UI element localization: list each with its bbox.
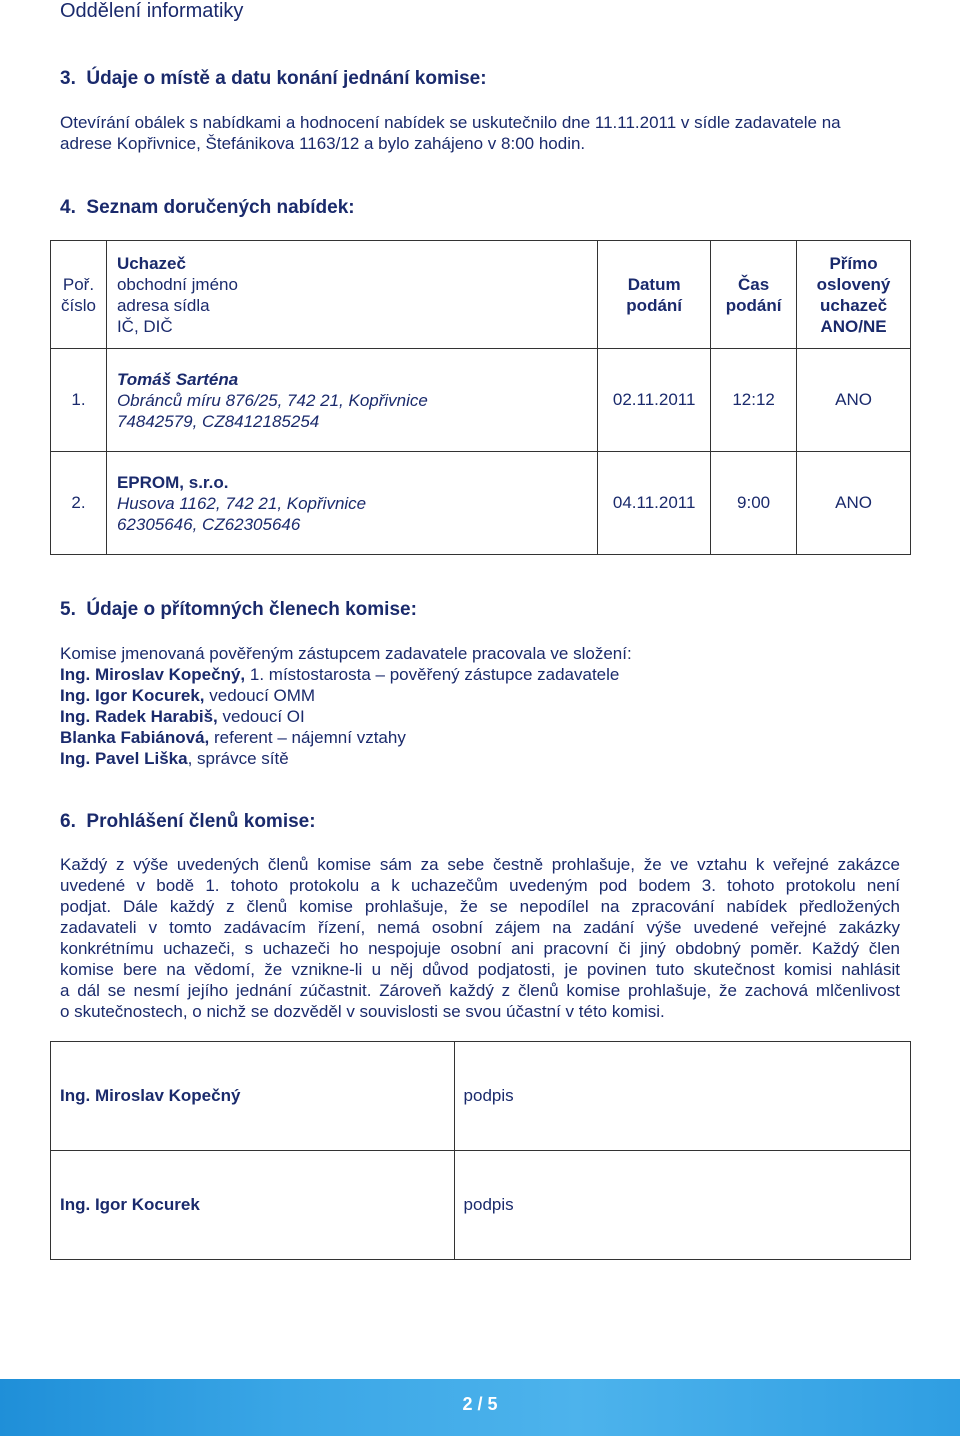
header-text: Poř. [62, 274, 95, 294]
section6-number: 6. [60, 811, 76, 832]
signature-field: podpis [454, 1042, 910, 1151]
header-text: oslovený [816, 274, 891, 294]
header-order [51, 241, 107, 349]
bidder-ids: 74842579, CZ8412185254 [116, 411, 320, 431]
signature-table [50, 1041, 911, 1260]
declaration-line: o skutečnostech, o nichž se dozvěděl v souvislosti se svou účastní v této komisi. [60, 1002, 665, 1021]
list-item [60, 664, 632, 685]
department-header: Oddělení informatiky [60, 0, 244, 22]
member-name: Ing. Miroslav Kopečný, [60, 665, 246, 684]
section6-heading [60, 811, 316, 833]
section3-title: Údaje o místě a datu konání jednání komise: [86, 68, 487, 89]
row-date: 02.11.2011 [598, 349, 711, 452]
declaration-line: a dál se nesmí jejího jednání zúčastnit. Zároveň každý z členů komise prohlašuje, že zachová mlčenlivost [60, 981, 900, 1000]
list-item [60, 727, 632, 748]
page-number: 2 / 5 [462, 1394, 498, 1414]
header-text: ANO/NE [820, 316, 887, 336]
header-text: obchodní jméno [116, 274, 238, 294]
member-name: Ing. Igor Kocurek, [60, 686, 205, 705]
section5-title: Údaje o přítomných členech komise: [86, 599, 417, 620]
header-bidder [106, 241, 597, 349]
signature-name: Ing. Igor Kocurek [51, 1151, 455, 1260]
member-role: vedoucí OI [217, 707, 305, 726]
section4-number: 4. [60, 197, 76, 218]
section5-number: 5. [60, 599, 76, 620]
list-item [60, 685, 632, 706]
member-role: vedoucí OMM [204, 686, 316, 705]
row-time: 12:12 [711, 349, 797, 452]
declaration-line: uvedené v bodě 1. tohoto protokolu a k uchazečům uvedeným pod bodem 3. tohoto protokolu není [60, 876, 900, 895]
section5-intro: Komise jmenovaná pověřeným zástupcem zadavatele pracovala ve složení: [60, 644, 632, 663]
bidder-name: Tomáš Sarténa [116, 369, 239, 389]
row-date: 04.11.2011 [598, 452, 711, 555]
offers-table [50, 240, 911, 555]
header-time [711, 241, 797, 349]
header-text: IČ, DIČ [116, 316, 173, 336]
declaration-line: komise bere na vědomí, že vznikne-li u něj důvod podjatosti, je povinen tuto skutečnost komisi nahlásit [60, 960, 900, 979]
bidder-address: Obránců míru 876/25, 742 21, Kopřivnice [116, 390, 428, 410]
member-role: referent – nájemní vztahy [209, 728, 406, 747]
header-text: Datum [627, 274, 681, 294]
member-role: , správce sítě [187, 749, 289, 768]
section6-title: Prohlášení členů komise: [86, 811, 316, 832]
table-row [51, 1042, 911, 1151]
header-text: číslo [60, 295, 96, 315]
header-text: uchazeč [819, 295, 888, 315]
declaration-line: Každý z výše uvedených členů komise sám za sebe čestně prohlašuje, že ve vztahu k veřejné zakázce [60, 855, 900, 874]
declaration-line: zadavateli v tomto zadávacím řízení, nemá osobní zájem na zadání výše uvedené veřejné zakázky [60, 918, 900, 937]
row-direct: ANO [797, 452, 911, 555]
list-item [60, 748, 632, 769]
member-role: 1. místostarosta – pověřený zástupce zadavatele [245, 665, 620, 684]
table-row [51, 452, 911, 555]
list-item [60, 706, 632, 727]
header-text: adresa sídla [116, 295, 210, 315]
header-text: Čas [738, 274, 770, 294]
section5-members [60, 643, 632, 769]
signature-field: podpis [454, 1151, 910, 1260]
row-time: 9:00 [711, 452, 797, 555]
signature-name: Ing. Miroslav Kopečný [51, 1042, 455, 1151]
member-name: Blanka Fabiánová, [60, 728, 210, 747]
section3-line: adrese Kopřivnice, Štefánikova 1163/12 a bylo zahájeno v 8:00 hodin. [60, 134, 586, 153]
section6-text [60, 854, 900, 1022]
row-number: 2. [51, 452, 107, 555]
row-bidder [106, 349, 597, 452]
bidder-address: Husova 1162, 742 21, Kopřivnice [116, 493, 367, 513]
row-number: 1. [51, 349, 107, 452]
row-bidder [106, 452, 597, 555]
header-text: podání [626, 295, 683, 315]
declaration-line: podjat. Dále každý z členů komise prohlašuje, že se nepodílel na zpracování nabídek předložených [60, 897, 900, 916]
offers-header-row [51, 241, 911, 349]
bidder-ids: 62305646, CZ62305646 [116, 514, 301, 534]
table-row [51, 1151, 911, 1260]
member-name: Ing. Pavel Liška [60, 749, 188, 768]
section4-heading [60, 197, 355, 219]
section3-line: Otevírání obálek s nabídkami a hodnocení nabídek se uskutečnilo dne 11.11.2011 v sídle zadavatele na [60, 113, 841, 132]
member-name: Ing. Radek Harabiš, [60, 707, 218, 726]
table-row [51, 349, 911, 452]
section3-heading [60, 68, 487, 90]
header-date [598, 241, 711, 349]
row-direct: ANO [797, 349, 911, 452]
header-text: podání [725, 295, 782, 315]
section4-title: Seznam doručených nabídek: [86, 197, 355, 218]
section3-text [60, 112, 841, 154]
header-direct [797, 241, 911, 349]
section3-number: 3. [60, 68, 76, 89]
declaration-line: konkrétnímu uchazeči, s uchazeči ho nespojuje osobní ani pracovní či jiný obdobný poměr. Každý člen [60, 939, 900, 958]
header-text: Přímo [829, 253, 878, 273]
bidder-name: EPROM, s.r.o. [116, 472, 229, 492]
section5-heading [60, 599, 417, 621]
header-text: Uchazeč [116, 253, 186, 273]
